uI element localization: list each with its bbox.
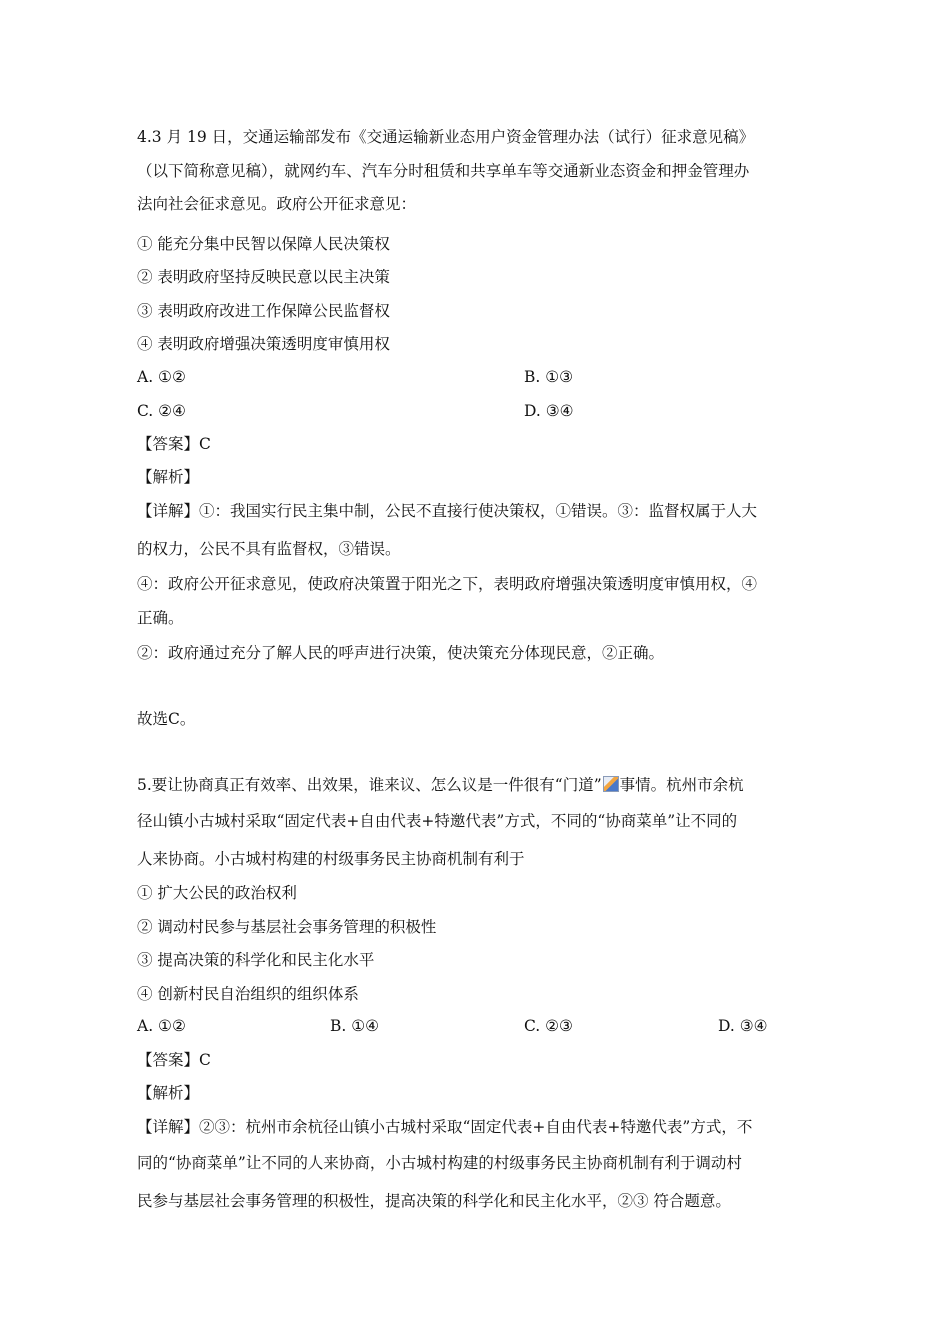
q5-detail-line-2: 同的“协商菜单”让不同的人来协商，小古城村构建的村级事务民主协商机制有利于调动村 <box>137 1154 742 1172</box>
q4-option-b: B. ①③ <box>524 368 574 386</box>
q4-answer: 【答案】C <box>137 435 211 453</box>
q4-detail-line-2: 的权力，公民不具有监督权，③错误。 <box>137 540 401 558</box>
q4-option-c: C. ②④ <box>137 402 186 420</box>
q4-detail-line-4: 正确。 <box>137 609 184 627</box>
q4-item-1: ① 能充分集中民智以保障人民决策权 <box>137 235 390 253</box>
q5-stem-line-1 <box>137 774 744 796</box>
q5-item-1: ① 扩大公民的政治权利 <box>137 884 297 902</box>
q5-detail-line-3: 民参与基层社会事务管理的积极性，提高决策的科学化和民主化水平，②③ 符合题意。 <box>137 1192 731 1210</box>
q5-item-3: ③ 提高决策的科学化和民主化水平 <box>137 951 375 969</box>
q4-stem-line-3: 法向社会征求意见。政府公开征求意见： <box>137 195 417 213</box>
q5-detail-line-1: 【详解】②③：杭州市余杭径山镇小古城村采取“固定代表+自由代表+特邀代表”方式，不 <box>137 1118 753 1136</box>
q5-stem-line-3: 人来协商。小古城村构建的村级事务民主协商机制有利于 <box>137 850 525 868</box>
q4-detail-line-3: ④：政府公开征求意见，使政府决策置于阳光之下，表明政府增强决策透明度审慎用权，④ <box>137 575 758 593</box>
q5-item-2: ② 调动村民参与基层社会事务管理的积极性 <box>137 918 437 936</box>
q4-option-d: D. ③④ <box>524 402 574 420</box>
q4-option-a: A. ①② <box>137 368 186 386</box>
q5-item-4: ④ 创新村民自治组织的组织体系 <box>137 985 359 1003</box>
q4-item-2: ② 表明政府坚持反映民意以民主决策 <box>137 268 390 286</box>
q4-stem-line-2: （以下简称意见稿），就网约车、汽车分时租赁和共享单车等交通新业态资金和押金管理办 <box>137 162 750 180</box>
q5-stem-line-1a: 5.要让协商真正有效率、出效果，谁来议、怎么议是一件很有“门道” <box>137 776 602 794</box>
q5-answer: 【答案】C <box>137 1051 211 1069</box>
q4-detail-line-1: 【详解】①：我国实行民主集中制，公民不直接行使决策权，①错误。③：监督权属于人大 <box>137 502 758 520</box>
q4-item-4: ④ 表明政府增强决策透明度审慎用权 <box>137 335 390 353</box>
q5-option-b: B. ①④ <box>330 1017 380 1035</box>
q4-detail-line-5: ②：政府通过充分了解人民的呼声进行决策，使决策充分体现民意，②正确。 <box>137 644 665 662</box>
q4-analysis-label: 【解析】 <box>137 468 200 486</box>
q5-option-a: A. ①② <box>137 1017 186 1035</box>
q5-option-c: C. ②③ <box>524 1017 573 1035</box>
q5-option-d: D. ③④ <box>718 1017 768 1035</box>
q4-conclusion: 故选C。 <box>137 710 196 728</box>
broken-image-icon <box>603 776 619 792</box>
q4-stem-line-1: 4.3 月 19 日，交通运输部发布《交通运输新业态用户资金管理办法（试行）征求意见稿》 <box>137 128 755 146</box>
q5-stem-line-1b: 事情。杭州市余杭 <box>619 776 744 794</box>
q5-stem-line-2: 径山镇小古城村采取“固定代表+自由代表+特邀代表”方式，不同的“协商菜单”让不同的 <box>137 812 738 830</box>
q4-item-3: ③ 表明政府改进工作保障公民监督权 <box>137 302 390 320</box>
q5-analysis-label: 【解析】 <box>137 1084 200 1102</box>
